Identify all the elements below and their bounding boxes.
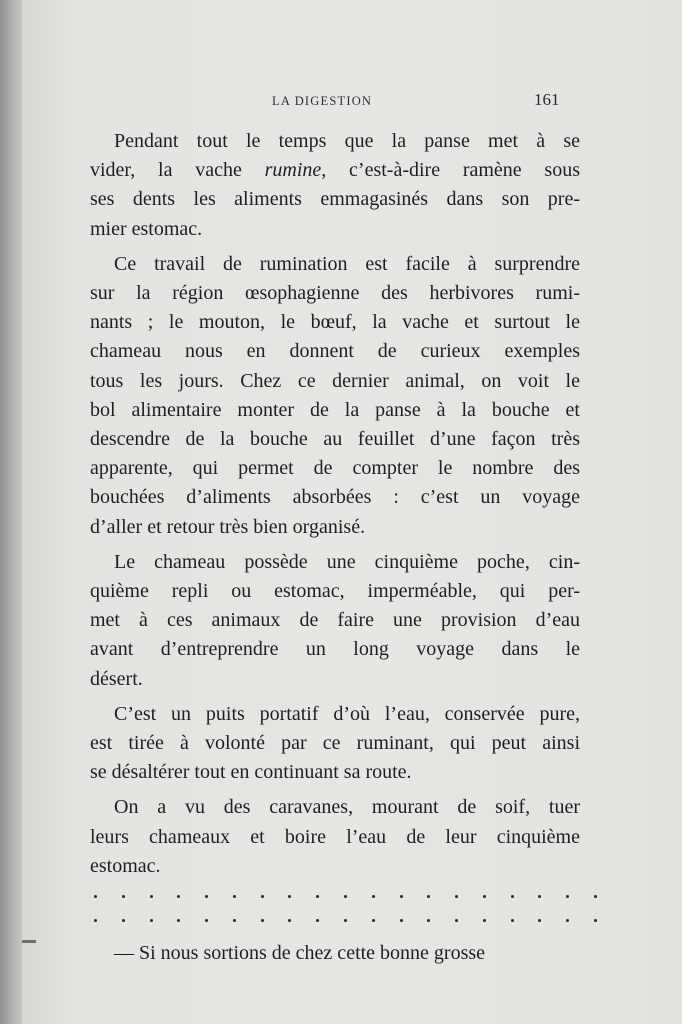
dot (483, 895, 486, 898)
dot (455, 895, 458, 898)
text-line (90, 156, 580, 185)
dot (205, 919, 208, 922)
paragraph (90, 700, 580, 788)
line-segment: , c’est-à-dire ramène sous (321, 159, 580, 182)
line-segment: d’aller et retour très bien organisé. (90, 515, 366, 538)
dot (427, 919, 430, 922)
line-segment: Ce travail de rumination est facile à surprendre (114, 252, 580, 275)
dot (177, 895, 180, 898)
text-line (90, 185, 580, 214)
text-line (90, 367, 580, 396)
text-line (90, 215, 580, 244)
dot (538, 895, 541, 898)
page-edge-mark (22, 940, 36, 943)
dot (400, 895, 403, 898)
text-line (90, 852, 580, 881)
paragraph (90, 250, 580, 542)
text-line (90, 308, 580, 337)
line-segment: chameau nous en donnent de curieux exemples (90, 340, 580, 363)
line-segment: quième repli ou estomac, imperméable, qui per- (90, 580, 580, 603)
line-segment: estomac. (90, 854, 161, 877)
dot (594, 895, 597, 898)
dot (372, 895, 375, 898)
line-segment: sur la région œsophagienne des herbivores rumi- (90, 282, 580, 305)
line-segment: tous les jours. Chez ce dernier animal, on voit le (90, 369, 580, 392)
dot (344, 919, 347, 922)
dot-row (90, 911, 580, 935)
text-line (90, 127, 580, 156)
dot (288, 919, 291, 922)
dot (538, 919, 541, 922)
dot (344, 895, 347, 898)
dot-row (90, 887, 580, 911)
page-header (22, 92, 682, 112)
text-line (90, 548, 580, 577)
line-segment: mier estomac. (90, 217, 203, 240)
body-text (90, 127, 580, 968)
line-segment: met à ces animaux de faire une provision d’eau (90, 609, 580, 632)
text-line (90, 483, 580, 512)
text-line (90, 337, 580, 366)
italic-word: rumine (264, 159, 322, 182)
dot (122, 895, 125, 898)
dot (511, 919, 514, 922)
dot (316, 895, 319, 898)
line-segment: leurs chameaux et boire l’eau de leur cinquième (90, 825, 580, 848)
dot (261, 895, 264, 898)
dot (372, 919, 375, 922)
paragraph (90, 548, 580, 694)
line-segment: bouchées d’aliments absorbées : c’est un voyage (90, 486, 580, 509)
dot (566, 895, 569, 898)
line-segment: On a vu des caravanes, mourant de soif, tuer (114, 796, 580, 819)
text-line (90, 700, 580, 729)
text-line (90, 396, 580, 425)
running-title: LA DIGESTION (272, 94, 373, 108)
paragraph (90, 793, 580, 881)
text-line (90, 606, 580, 635)
dot (566, 919, 569, 922)
line-segment: se désaltérer tout en continuant sa route. (90, 761, 412, 784)
dot (511, 895, 514, 898)
paragraph (90, 127, 580, 244)
text-line (90, 665, 580, 694)
line-segment: apparente, qui permet de compter le nombre des (90, 457, 580, 480)
line-segment: C’est un puits portatif d’où l’eau, conservée pure, (114, 702, 580, 725)
text-line (90, 793, 580, 822)
text-line (90, 425, 580, 454)
dot (150, 919, 153, 922)
dot (483, 919, 486, 922)
line-segment: nants ; le mouton, le bœuf, la vache et surtout le (90, 311, 580, 334)
dot (233, 919, 236, 922)
page-number: 161 (534, 90, 560, 109)
dot (427, 895, 430, 898)
text-line (90, 729, 580, 758)
text-line (90, 823, 580, 852)
line-segment: désert. (90, 667, 143, 690)
dot (455, 919, 458, 922)
line-segment: Le chameau possède une cinquième poche, cin- (114, 550, 580, 573)
text-line (90, 250, 580, 279)
dot (94, 895, 97, 898)
dot (205, 895, 208, 898)
line-segment: est tirée à volonté par ce ruminant, qui peut ainsi (90, 732, 580, 755)
line-segment: descendre de la bouche au feuillet d’une façon très (90, 428, 580, 451)
dot (150, 895, 153, 898)
dot (122, 919, 125, 922)
line-segment: avant d’entreprendre un long voyage dans le (90, 638, 580, 661)
final-line-text: — Si nous sortions de chez cette bonne grosse (114, 942, 486, 965)
text-line (90, 454, 580, 483)
text-line (90, 635, 580, 664)
dot (94, 919, 97, 922)
line-segment: bol alimentaire monter de la panse à la bouche et (90, 398, 580, 421)
dot (261, 919, 264, 922)
line-segment: ses dents les aliments emmagasinés dans son pre- (90, 188, 580, 211)
book-page (22, 0, 682, 1024)
dot (233, 895, 236, 898)
dot (177, 919, 180, 922)
dot (400, 919, 403, 922)
line-segment: vider, la vache (90, 159, 265, 182)
dot (288, 895, 291, 898)
dot (316, 919, 319, 922)
text-line (90, 577, 580, 606)
paragraphs (90, 127, 580, 881)
text-line (90, 513, 580, 542)
text-line (90, 279, 580, 308)
line-segment: Pendant tout le temps que la panse met à se (114, 130, 580, 152)
dot (594, 919, 597, 922)
ellipsis-dot-rows (90, 887, 580, 935)
final-line (90, 939, 580, 968)
text-line (90, 758, 580, 787)
